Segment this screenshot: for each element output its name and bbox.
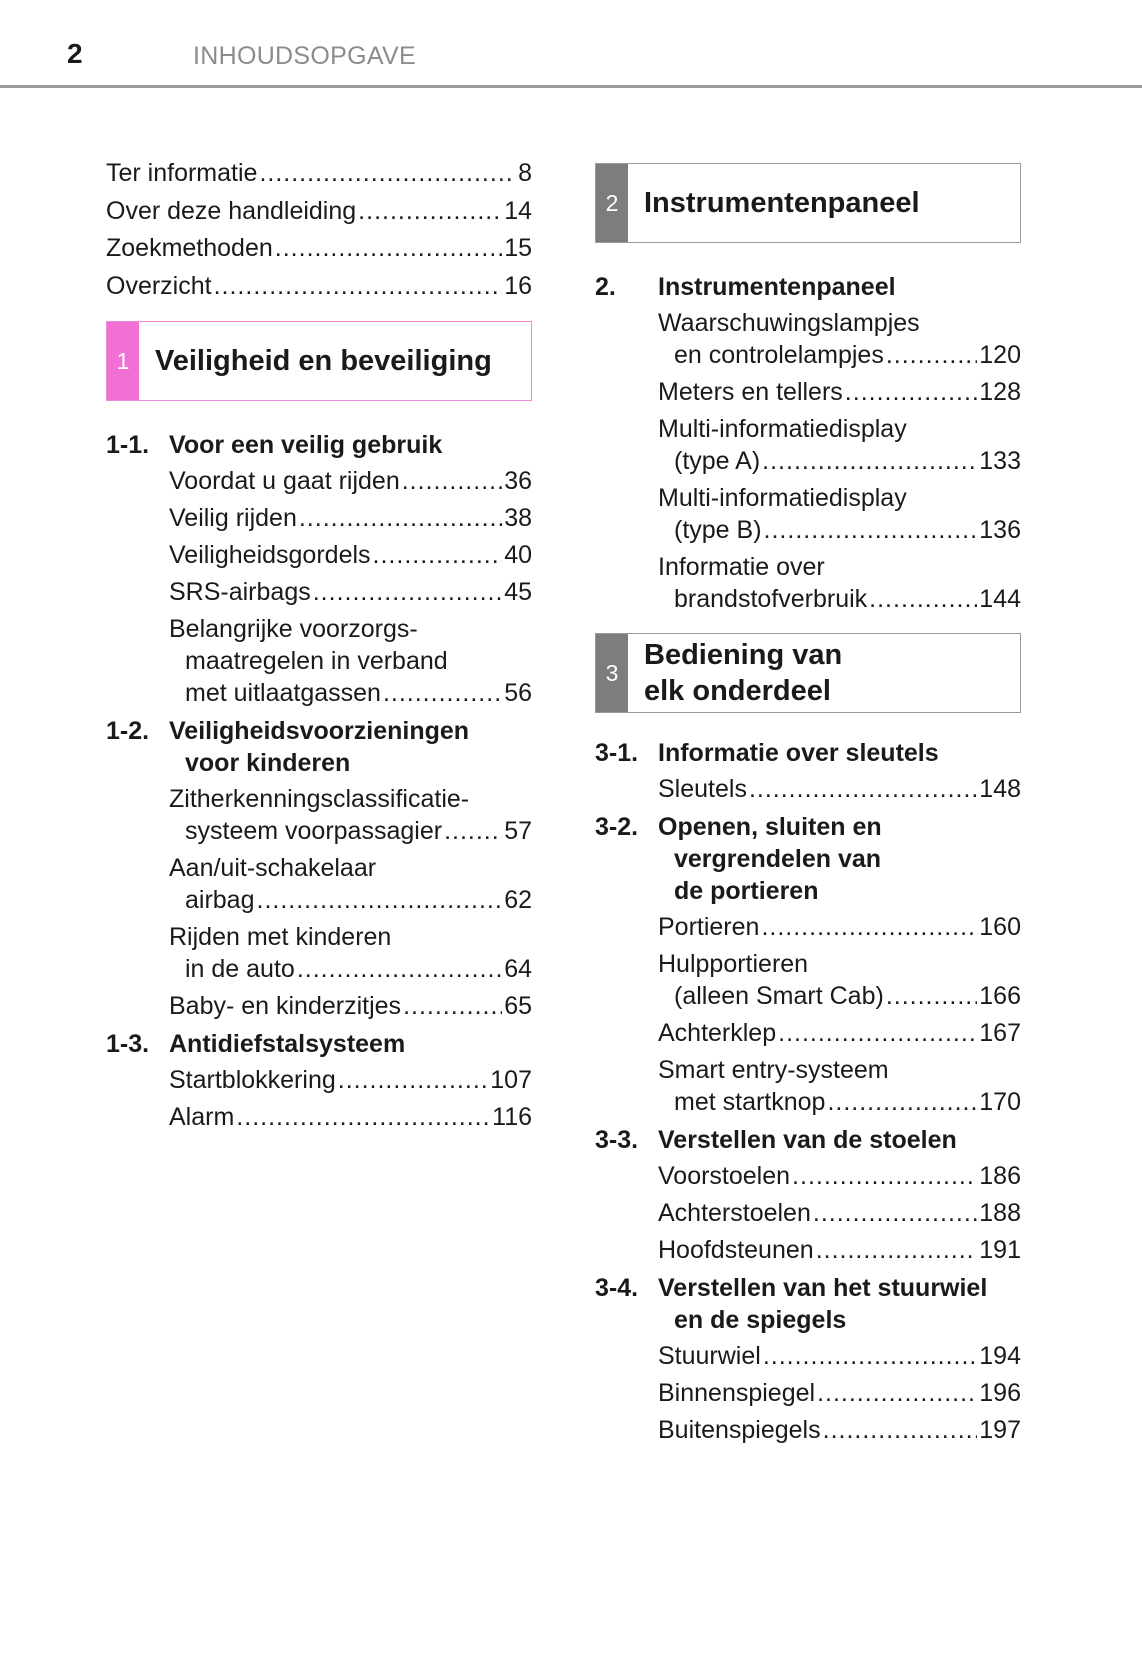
toc-entry bbox=[169, 1101, 532, 1133]
section-title-line: voor kinderen bbox=[185, 749, 351, 777]
toc-left-column bbox=[106, 155, 532, 1138]
toc-entry-title: Over deze handleiding bbox=[106, 196, 357, 225]
toc-link[interactable] bbox=[658, 980, 1021, 1012]
dot-leader bbox=[886, 339, 977, 371]
section-title-line: Antidiefstalsysteem bbox=[169, 1030, 406, 1058]
dot-leader bbox=[275, 230, 502, 268]
section-title-line: Verstellen van de stoelen bbox=[658, 1126, 957, 1154]
toc-entry bbox=[658, 1340, 1021, 1372]
chapter-title-line: Bediening van bbox=[644, 639, 843, 671]
toc-entry bbox=[658, 773, 1021, 805]
toc-entry-line: Aan/uit-schakelaar bbox=[169, 854, 377, 882]
toc-entry-title: SRS-airbags bbox=[169, 578, 311, 606]
toc-entry bbox=[658, 1414, 1021, 1446]
toc-page-number: 128 bbox=[979, 378, 1021, 406]
section-entries bbox=[658, 1160, 1021, 1266]
toc-entry bbox=[658, 1017, 1021, 1049]
toc-entry-title: Achterklep bbox=[658, 1019, 777, 1047]
intro-list bbox=[106, 155, 532, 305]
section-title-line: de portieren bbox=[674, 877, 819, 905]
toc-entry-title: met startknop bbox=[674, 1088, 826, 1116]
toc-link[interactable] bbox=[169, 465, 532, 497]
toc-right-column bbox=[595, 163, 1021, 1451]
section-title bbox=[169, 429, 532, 461]
toc-entry-title: (type B) bbox=[674, 516, 762, 544]
toc-link[interactable] bbox=[106, 155, 532, 193]
section-title-line: Informatie over sleutels bbox=[658, 739, 939, 767]
toc-link[interactable] bbox=[658, 1340, 1021, 1372]
section-title bbox=[658, 737, 1021, 769]
section-title bbox=[169, 715, 532, 779]
toc-entry-title: Stuurwiel bbox=[658, 1342, 761, 1370]
toc-link[interactable] bbox=[169, 539, 532, 571]
section-heading[interactable] bbox=[106, 1028, 532, 1060]
toc-entry bbox=[658, 1197, 1021, 1229]
dot-leader bbox=[444, 815, 502, 847]
toc-page-number: 167 bbox=[979, 1019, 1021, 1047]
section-heading[interactable] bbox=[595, 271, 1021, 303]
toc-entry-title: airbag bbox=[185, 886, 255, 914]
chapter-title-line: Instrumentenpaneel bbox=[644, 187, 920, 219]
chapter-title bbox=[644, 185, 1014, 221]
section-entries bbox=[658, 773, 1021, 805]
toc-link[interactable] bbox=[169, 677, 532, 709]
dot-leader bbox=[338, 1064, 489, 1096]
toc-intro-item bbox=[106, 230, 532, 268]
toc-link[interactable] bbox=[169, 990, 532, 1022]
section-heading[interactable] bbox=[595, 737, 1021, 769]
toc-entry bbox=[658, 911, 1021, 943]
dot-leader bbox=[763, 1340, 977, 1372]
toc-entry bbox=[658, 376, 1021, 408]
dot-leader bbox=[749, 773, 977, 805]
toc-entry bbox=[658, 1160, 1021, 1192]
chapter-tab-number: 1 bbox=[107, 322, 139, 400]
toc-section bbox=[106, 715, 532, 1022]
toc-page-number: 194 bbox=[979, 1342, 1021, 1370]
toc-entry bbox=[658, 551, 1021, 615]
header-divider bbox=[0, 85, 1142, 88]
dot-leader bbox=[761, 911, 977, 943]
section-title bbox=[658, 271, 1021, 303]
toc-entry bbox=[658, 948, 1021, 1012]
toc-entry bbox=[169, 502, 532, 534]
dot-leader bbox=[236, 1101, 490, 1133]
toc-entry-title: Baby- en kinderzitjes bbox=[169, 992, 402, 1020]
toc-link[interactable] bbox=[169, 502, 532, 534]
dot-leader bbox=[383, 677, 502, 709]
section-title bbox=[658, 1272, 1021, 1336]
section-title bbox=[658, 1124, 1021, 1156]
toc-entry bbox=[658, 1377, 1021, 1409]
toc-entry bbox=[169, 783, 532, 847]
toc-entry bbox=[658, 1054, 1021, 1118]
dot-leader bbox=[886, 980, 977, 1012]
toc-page-number: 65 bbox=[504, 992, 532, 1020]
chapter-header[interactable] bbox=[595, 633, 1021, 713]
dot-leader bbox=[816, 1234, 978, 1266]
dot-leader bbox=[299, 502, 502, 534]
dot-leader bbox=[823, 1414, 978, 1446]
toc-entry-title: Ter informatie bbox=[106, 159, 258, 187]
toc-link[interactable] bbox=[169, 1064, 532, 1096]
dot-leader bbox=[373, 539, 503, 571]
toc-entry-title: Buitenspiegels bbox=[658, 1416, 821, 1444]
toc-page-number: 45 bbox=[504, 578, 532, 606]
toc-page-number: 116 bbox=[492, 1103, 532, 1131]
section-title-line: Openen, sluiten en bbox=[658, 813, 882, 841]
dot-leader bbox=[402, 465, 502, 497]
dot-leader bbox=[869, 583, 977, 615]
toc-page-number: 15 bbox=[504, 234, 532, 262]
toc-entry bbox=[658, 482, 1021, 546]
chapter-tab-number: 2 bbox=[596, 164, 628, 242]
section-title bbox=[658, 811, 1021, 907]
section-title-line: vergrendelen van bbox=[674, 845, 882, 873]
toc-entry bbox=[169, 990, 532, 1022]
toc-page-number: 38 bbox=[504, 504, 532, 532]
toc-link[interactable] bbox=[658, 583, 1021, 615]
toc-link[interactable] bbox=[658, 376, 1021, 408]
toc-section bbox=[595, 737, 1021, 805]
dot-leader bbox=[313, 576, 502, 608]
chapter-header[interactable] bbox=[106, 321, 532, 401]
toc-section bbox=[106, 429, 532, 709]
toc-page-number: 14 bbox=[504, 196, 532, 225]
toc-intro-item bbox=[106, 193, 532, 231]
section-title-line: Veiligheidsvoorzieningen bbox=[169, 717, 470, 745]
toc-link[interactable] bbox=[106, 230, 532, 268]
section-title-line: Instrumentenpaneel bbox=[658, 273, 896, 301]
toc-entry-title: Voorstoelen bbox=[658, 1162, 791, 1190]
toc-link[interactable] bbox=[658, 911, 1021, 943]
toc-entry-title: Startblokkering bbox=[169, 1066, 336, 1094]
toc-entry bbox=[658, 307, 1021, 371]
toc-entry bbox=[169, 539, 532, 571]
toc-link[interactable] bbox=[658, 1234, 1021, 1266]
dot-leader bbox=[358, 193, 502, 231]
toc-entry bbox=[169, 613, 532, 709]
dot-leader bbox=[257, 884, 503, 916]
chapter-title-line: elk onderdeel bbox=[644, 675, 831, 707]
toc-page-number: 166 bbox=[979, 982, 1021, 1010]
dot-leader bbox=[297, 953, 502, 985]
toc-entry-title: systeem voorpassagier bbox=[185, 817, 443, 845]
toc-entry-line: Rijden met kinderen bbox=[169, 923, 392, 951]
page-title: INHOUDSOPGAVE bbox=[193, 42, 416, 70]
toc-entry-title: Sleutels bbox=[658, 775, 747, 803]
toc-entry-line: Informatie over bbox=[658, 553, 825, 581]
toc-page-number: 197 bbox=[979, 1416, 1021, 1444]
toc-entry-title: (type A) bbox=[674, 447, 761, 475]
toc-link[interactable] bbox=[169, 576, 532, 608]
toc-page-number: 56 bbox=[504, 679, 532, 707]
dot-leader bbox=[845, 376, 977, 408]
toc-link[interactable] bbox=[658, 1377, 1021, 1409]
toc-entry bbox=[169, 921, 532, 985]
toc-page-number: 186 bbox=[979, 1162, 1021, 1190]
toc-entry-line: Multi-informatiedisplay bbox=[658, 484, 907, 512]
toc-link[interactable] bbox=[169, 884, 532, 916]
section-number: 3-3. bbox=[595, 1126, 639, 1154]
toc-entry-title: Achterstoelen bbox=[658, 1199, 811, 1227]
toc-link[interactable] bbox=[169, 953, 532, 985]
section-entries bbox=[169, 465, 532, 709]
toc-page-number: 196 bbox=[979, 1379, 1021, 1407]
toc-entry bbox=[169, 576, 532, 608]
toc-entry-title: Veiligheidsgordels bbox=[169, 541, 371, 569]
dot-leader bbox=[403, 990, 502, 1022]
section-entries bbox=[658, 911, 1021, 1118]
toc-entry bbox=[658, 413, 1021, 477]
section-number: 2. bbox=[595, 273, 616, 301]
toc-entry bbox=[169, 465, 532, 497]
section-title-line: Voor een veilig gebruik bbox=[169, 431, 443, 459]
toc-intro-item bbox=[106, 155, 532, 193]
dot-leader bbox=[778, 1017, 977, 1049]
toc-section bbox=[595, 1124, 1021, 1266]
page-header bbox=[0, 0, 1142, 90]
section-number: 3-2. bbox=[595, 813, 639, 841]
section-title bbox=[169, 1028, 532, 1060]
toc-entry-title: Voordat u gaat rijden bbox=[169, 467, 400, 495]
toc-entry-title: Overzicht bbox=[106, 271, 212, 300]
dot-leader bbox=[827, 1086, 977, 1118]
toc-link[interactable] bbox=[658, 1017, 1021, 1049]
chapter-3 bbox=[595, 633, 1021, 1446]
toc-entry-title: en controlelampjes bbox=[674, 341, 884, 369]
toc-page-number: 57 bbox=[504, 817, 532, 845]
chapter-title bbox=[644, 637, 1014, 709]
toc-section bbox=[595, 811, 1021, 1118]
toc-page-number: 62 bbox=[504, 886, 532, 914]
toc-link[interactable] bbox=[658, 339, 1021, 371]
toc-link[interactable] bbox=[658, 1160, 1021, 1192]
section-number: 1-1. bbox=[106, 431, 150, 459]
toc-entry-title: Alarm bbox=[169, 1103, 235, 1131]
toc-entry-line: Belangrijke voorzorgs- bbox=[169, 615, 418, 643]
dot-leader bbox=[214, 268, 503, 306]
toc-entry bbox=[658, 1234, 1021, 1266]
toc-entry-title: Hoofdsteunen bbox=[658, 1236, 814, 1264]
toc-entry-line: maatregelen in verband bbox=[185, 647, 448, 675]
toc-section bbox=[595, 1272, 1021, 1446]
toc-entry-line: Waarschuwingslampjes bbox=[658, 309, 920, 337]
dot-leader bbox=[817, 1377, 977, 1409]
toc-link[interactable] bbox=[106, 268, 532, 306]
toc-page-number: 191 bbox=[979, 1236, 1021, 1264]
toc-page-number: 170 bbox=[979, 1088, 1021, 1116]
toc-entry-title: Meters en tellers bbox=[658, 378, 843, 406]
toc-entry-title: Portieren bbox=[658, 913, 760, 941]
section-entries bbox=[658, 1340, 1021, 1446]
toc-page-number: 16 bbox=[504, 271, 532, 300]
toc-entry bbox=[169, 852, 532, 916]
section-entries bbox=[658, 307, 1021, 615]
section-title-line: Verstellen van het stuurwiel bbox=[658, 1274, 988, 1302]
toc-link[interactable] bbox=[658, 445, 1021, 477]
toc-link[interactable] bbox=[658, 1086, 1021, 1118]
toc-entry-title: brandstofverbruik bbox=[674, 585, 868, 613]
toc-link[interactable] bbox=[658, 773, 1021, 805]
toc-entry-title: Veilig rijden bbox=[169, 504, 297, 532]
section-number: 3-1. bbox=[595, 739, 639, 767]
dot-leader bbox=[762, 445, 977, 477]
toc-intro-item bbox=[106, 268, 532, 306]
toc-page-number: 8 bbox=[518, 159, 532, 187]
toc-link[interactable] bbox=[169, 1101, 532, 1133]
toc-entry bbox=[169, 1064, 532, 1096]
toc-link[interactable] bbox=[658, 514, 1021, 546]
section-heading[interactable] bbox=[106, 715, 532, 779]
toc-entry-title: met uitlaatgassen bbox=[185, 679, 381, 707]
toc-page-number: 144 bbox=[979, 585, 1021, 613]
chapter-2 bbox=[595, 163, 1021, 615]
toc-link[interactable] bbox=[658, 1414, 1021, 1446]
toc-entry-line: Multi-informatiedisplay bbox=[658, 415, 907, 443]
toc-page-number: 133 bbox=[979, 447, 1021, 475]
toc-entry-line: Smart entry-systeem bbox=[658, 1056, 889, 1084]
dot-leader bbox=[813, 1197, 977, 1229]
toc-page-number: 36 bbox=[504, 467, 532, 495]
page-number: 2 bbox=[67, 38, 83, 69]
section-number: 1-2. bbox=[106, 717, 150, 745]
toc-entry-title: in de auto bbox=[185, 955, 295, 983]
chapter-1 bbox=[106, 321, 532, 1133]
chapter-tab-number: 3 bbox=[596, 634, 628, 712]
dot-leader bbox=[259, 155, 516, 193]
section-heading[interactable] bbox=[595, 1272, 1021, 1336]
section-entries bbox=[169, 1064, 532, 1133]
toc-page-number: 120 bbox=[979, 341, 1021, 369]
toc-link[interactable] bbox=[169, 815, 532, 847]
chapter-title-line: Veiligheid en beveiliging bbox=[155, 345, 492, 377]
section-number: 3-4. bbox=[595, 1274, 639, 1302]
section-heading[interactable] bbox=[595, 1124, 1021, 1156]
chapter-header[interactable] bbox=[595, 163, 1021, 243]
chapter-title bbox=[155, 343, 525, 379]
toc-entry-title: Zoekmethoden bbox=[106, 234, 273, 262]
toc-page-number: 64 bbox=[504, 955, 532, 983]
toc-page-number: 136 bbox=[979, 516, 1021, 544]
toc-page-number: 188 bbox=[979, 1199, 1021, 1227]
dot-leader bbox=[764, 514, 978, 546]
toc-entry-title: Binnenspiegel bbox=[658, 1379, 816, 1407]
toc-link[interactable] bbox=[106, 193, 532, 231]
toc-section bbox=[595, 271, 1021, 615]
toc-page-number: 107 bbox=[490, 1066, 532, 1094]
toc-section bbox=[106, 1028, 532, 1133]
dot-leader bbox=[792, 1160, 977, 1192]
section-entries bbox=[169, 783, 532, 1022]
toc-entry-line: Zitherkenningsclassificatie- bbox=[169, 785, 470, 813]
section-heading[interactable] bbox=[595, 811, 1021, 907]
toc-page-number: 160 bbox=[979, 913, 1021, 941]
toc-entry-line: Hulpportieren bbox=[658, 950, 809, 978]
section-number: 1-3. bbox=[106, 1030, 150, 1058]
section-title-line: en de spiegels bbox=[674, 1306, 847, 1334]
toc-page-number: 40 bbox=[504, 541, 532, 569]
section-heading[interactable] bbox=[106, 429, 532, 461]
toc-page-number: 148 bbox=[979, 775, 1021, 803]
toc-link[interactable] bbox=[658, 1197, 1021, 1229]
toc-entry-title: (alleen Smart Cab) bbox=[674, 982, 884, 1010]
